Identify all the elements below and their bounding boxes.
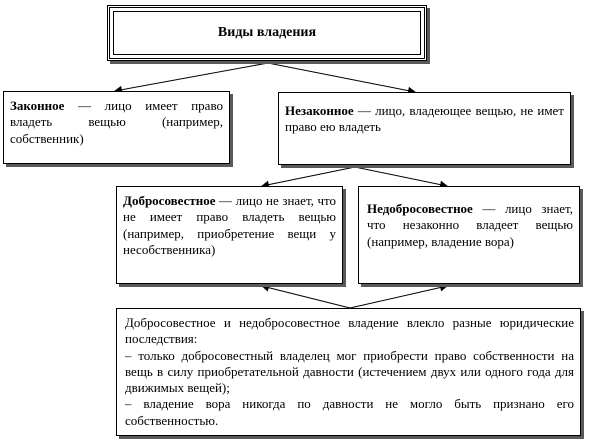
arrow-to-illegal	[268, 63, 415, 92]
legal-description: — лицо имеет право владеть вещью (например, собственник)	[10, 98, 223, 146]
legal-consequences-box	[116, 308, 581, 436]
bad-faith-possession-box	[358, 186, 580, 284]
consequences-intro: Добросовестное и недобросовестное владение влекло разные юридические последствия:	[125, 315, 574, 347]
illegal-description: — лицо, владеющее вещью, не имет право ею владеть	[285, 103, 564, 135]
illegal-term: Незаконное	[285, 103, 354, 118]
bad-faith-term: Недобросовестное	[367, 201, 473, 216]
arrow-consequences-to-good-faith	[262, 286, 350, 308]
legal-term: Законное	[10, 98, 65, 113]
good-faith-description: — лицо не знает, что не имеет право владеть вещью (например, приобретение вещи у несобственника)	[123, 193, 336, 257]
arrow-to-good-faith	[262, 167, 355, 186]
bad-faith-description: — лицо знает, что незаконно владеет вещью (например, владение вора)	[367, 201, 573, 249]
arrow-to-legal	[115, 63, 268, 91]
consequences-good-faith: – только добросовестный владелец мог приобрести право собственности на вещь в силу приобретательной давности (истечением двух или одного года для движимых вещей);	[125, 347, 574, 395]
good-faith-possession-box	[116, 186, 343, 284]
arrow-to-bad-faith	[355, 167, 447, 186]
illegal-possession-box	[278, 92, 571, 165]
arrow-consequences-to-bad-faith	[350, 286, 447, 308]
title-box	[107, 5, 427, 61]
diagram-title: Виды владения	[217, 25, 317, 41]
legal-possession-box	[3, 91, 230, 164]
good-faith-term: Добросовестное	[123, 193, 216, 208]
consequences-thief: – владение вора никогда по давности не могло быть признано его собственностью.	[125, 396, 574, 428]
